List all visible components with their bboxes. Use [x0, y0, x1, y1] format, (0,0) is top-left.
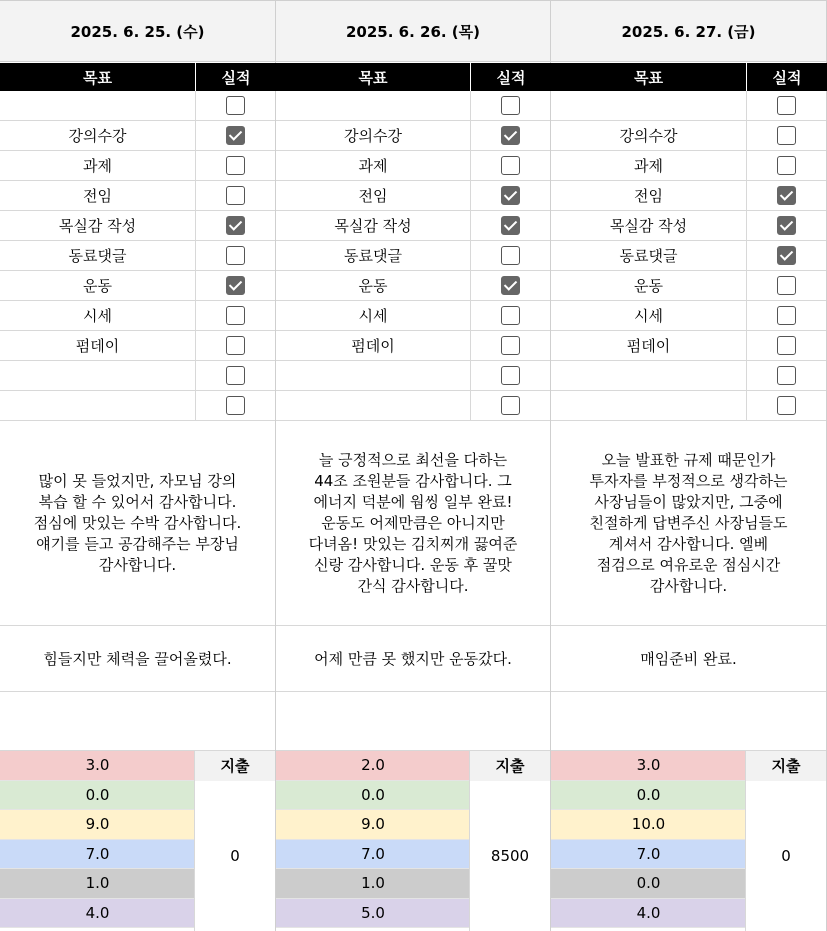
goal-label [0, 391, 195, 420]
checkbox-cell [470, 331, 550, 360]
day-column [0, 0, 276, 931]
checkbox-cell [746, 241, 826, 270]
done-checkbox[interactable] [501, 216, 520, 235]
score-cell: 9.0 [276, 810, 470, 840]
goal-row [276, 241, 550, 271]
expense-value: 0 [745, 781, 826, 931]
score-cell: 0.0 [551, 781, 746, 811]
done-checkbox[interactable] [777, 276, 796, 295]
done-checkbox[interactable] [226, 96, 245, 115]
checkbox-cell [746, 121, 826, 150]
checkbox-cell [195, 151, 275, 180]
done-checkbox[interactable] [501, 306, 520, 325]
done-checkbox[interactable] [501, 126, 520, 145]
checkbox-cell [195, 211, 275, 240]
done-checkbox[interactable] [501, 186, 520, 205]
score-cell: 4.0 [0, 899, 195, 929]
goal-row [551, 391, 826, 421]
goal-label [551, 91, 746, 120]
done-checkbox[interactable] [226, 336, 245, 355]
goal-row [551, 241, 826, 271]
goal-label: 과제 [634, 157, 663, 175]
done-checkbox[interactable] [777, 336, 796, 355]
done-checkbox[interactable] [777, 216, 796, 235]
score-cell: 0.0 [0, 781, 195, 811]
checkbox-cell [195, 121, 275, 150]
score-cell: 9.0 [0, 810, 195, 840]
goal-label: 시세 [634, 307, 663, 325]
goal-label [276, 391, 470, 420]
goal-row [0, 331, 275, 361]
done-checkbox[interactable] [501, 396, 520, 415]
checkbox-cell [195, 391, 275, 420]
score-cell: 1.0 [0, 869, 195, 899]
goal-label: 전임 [634, 187, 663, 205]
daily-reflection: 힘들지만 체력을 끌어올렸다. [0, 626, 275, 692]
goal-column-header: 목표 [551, 63, 746, 91]
goal-column-header: 목표 [276, 63, 470, 91]
goal-row [551, 211, 826, 241]
done-column-header: 실적 [746, 63, 827, 91]
empty-row [551, 692, 826, 751]
goal-label: 강의수강 [619, 127, 678, 145]
goal-row [276, 121, 550, 151]
done-checkbox[interactable] [501, 366, 520, 385]
checkbox-cell [470, 241, 550, 270]
score-cell: 3.0 [0, 751, 195, 781]
done-checkbox[interactable] [501, 156, 520, 175]
checkbox-cell [195, 241, 275, 270]
checkbox-cell [195, 181, 275, 210]
goal-label: 동료댓글 [344, 247, 402, 265]
done-checkbox[interactable] [777, 186, 796, 205]
checkbox-cell [195, 271, 275, 300]
day-date-header: 2025. 6. 27. (금) [551, 0, 826, 62]
goal-row [276, 391, 550, 421]
goal-row [0, 301, 275, 331]
goal-label: 강의수강 [344, 127, 402, 145]
goal-row [0, 121, 275, 151]
score-cell: 0.0 [276, 781, 470, 811]
goal-label [276, 91, 470, 120]
score-cell: 0.0 [551, 869, 746, 899]
day-date-header: 2025. 6. 26. (목) [276, 0, 550, 62]
checkbox-cell [470, 151, 550, 180]
goal-row [551, 121, 826, 151]
done-checkbox[interactable] [226, 276, 245, 295]
empty-row [0, 692, 275, 751]
goal-row [551, 361, 826, 391]
goal-row [551, 271, 826, 301]
done-checkbox[interactable] [226, 156, 245, 175]
checkbox-cell [470, 121, 550, 150]
goal-label: 운동 [83, 277, 112, 295]
done-checkbox[interactable] [777, 246, 796, 265]
empty-row [276, 692, 550, 751]
done-checkbox[interactable] [501, 96, 520, 115]
goal-row [276, 181, 550, 211]
goal-label: 목실감 작성 [334, 217, 412, 235]
goal-row [0, 391, 275, 421]
goal-label: 목실감 작성 [58, 217, 137, 235]
goal-row [0, 211, 275, 241]
checkbox-cell [746, 331, 826, 360]
score-cell: 10.0 [551, 810, 746, 840]
goal-label: 과제 [358, 157, 388, 175]
done-checkbox[interactable] [777, 96, 796, 115]
goal-row [551, 301, 826, 331]
done-checkbox[interactable] [501, 336, 520, 355]
goal-row [276, 301, 550, 331]
gratitude-note: 많이 못 들었지만, 자모님 강의 복습 할 수 있어서 감사합니다. 점심에 맛있는 수박 감사합니다. 얘기를 듣고 공감해주는 부장님 감사합니다. [0, 422, 275, 626]
goal-label: 과제 [83, 157, 112, 175]
goal-row [0, 181, 275, 211]
goal-row [551, 181, 826, 211]
goal-label: 목실감 작성 [609, 217, 688, 235]
expense-value: 0 [194, 781, 275, 931]
goal-row [276, 211, 550, 241]
goal-row [0, 361, 275, 391]
goal-row [551, 91, 826, 121]
score-cell: 7.0 [0, 840, 195, 870]
goal-label: 강의수강 [68, 127, 127, 145]
goal-label: 펌데이 [351, 337, 395, 355]
goal-row [0, 271, 275, 301]
checkbox-cell [470, 391, 550, 420]
checkbox-cell [470, 181, 550, 210]
goal-label: 펌데이 [75, 337, 120, 355]
gratitude-note: 늘 긍정적으로 최선을 다하는 44조 조원분들 감사합니다. 그 에너지 덕분에 웜씽 일부 완료! 운동도 어제만큼은 아니지만 다녀옴! 맛있는 김치찌개 끓여준 신랑 감사합니다. 운동 후 꿀맛 간식 감사합니다. [276, 422, 550, 626]
daily-reflection: 매임준비 완료. [551, 626, 826, 692]
checkbox-cell [470, 211, 550, 240]
done-checkbox[interactable] [777, 306, 796, 325]
goal-row [0, 151, 275, 181]
gratitude-note: 오늘 발표한 규제 때문인가 투자자를 부정적으로 생각하는 사장님들이 많았지만, 그중에 친절하게 답변주신 사장님들도 계셔서 감사합니다. 엘베 점검으로 여유로운 점심시간 감사합니다. [551, 422, 826, 626]
goal-row [551, 151, 826, 181]
score-cell: 7.0 [551, 840, 746, 870]
done-checkbox[interactable] [226, 396, 245, 415]
goal-row [276, 361, 550, 391]
done-checkbox[interactable] [777, 156, 796, 175]
done-checkbox[interactable] [226, 306, 245, 325]
score-cell: 2.0 [276, 751, 470, 781]
checkbox-cell [470, 301, 550, 330]
daily-reflection: 어제 만큼 못 했지만 운동갔다. [276, 626, 550, 692]
done-checkbox[interactable] [226, 186, 245, 205]
done-column-header: 실적 [470, 63, 551, 91]
goal-label: 동료댓글 [68, 247, 127, 265]
day-date-header: 2025. 6. 25. (수) [0, 0, 275, 62]
goal-label: 전임 [358, 187, 388, 205]
score-cell: 3.0 [551, 751, 746, 781]
goal-row [276, 91, 550, 121]
goal-column-header: 목표 [0, 63, 195, 91]
checkbox-cell [470, 361, 550, 390]
goal-label [0, 361, 195, 390]
day-column [551, 0, 827, 931]
checkbox-cell [195, 331, 275, 360]
goal-row [276, 151, 550, 181]
checkbox-cell [746, 91, 826, 120]
checkbox-cell [746, 391, 826, 420]
checkbox-cell [746, 361, 826, 390]
done-checkbox[interactable] [777, 396, 796, 415]
expense-header: 지출 [469, 751, 550, 781]
done-checkbox[interactable] [226, 246, 245, 265]
checkbox-cell [195, 361, 275, 390]
goal-label: 운동 [634, 277, 663, 295]
checkbox-cell [195, 301, 275, 330]
day-column [276, 0, 551, 931]
score-cell: 4.0 [551, 899, 746, 929]
goal-label: 시세 [358, 307, 388, 325]
goal-label: 전임 [83, 187, 112, 205]
done-checkbox[interactable] [226, 216, 245, 235]
goal-label: 펌데이 [626, 337, 671, 355]
done-column-header: 실적 [195, 63, 276, 91]
goal-label [276, 361, 470, 390]
checkbox-cell [746, 301, 826, 330]
score-cell: 5.0 [276, 899, 470, 929]
score-cell: 1.0 [276, 869, 470, 899]
goal-label: 시세 [83, 307, 112, 325]
done-checkbox[interactable] [501, 276, 520, 295]
goal-row [0, 241, 275, 271]
goal-label [551, 361, 746, 390]
done-checkbox[interactable] [777, 366, 796, 385]
goal-row [551, 331, 826, 361]
goal-label: 동료댓글 [619, 247, 678, 265]
goal-row [0, 91, 275, 121]
goal-row [276, 271, 550, 301]
expense-header: 지출 [194, 751, 275, 781]
checkbox-cell [195, 91, 275, 120]
expense-value: 8500 [469, 781, 550, 931]
expense-header: 지출 [745, 751, 826, 781]
checkbox-cell [746, 271, 826, 300]
goal-label: 운동 [358, 277, 388, 295]
done-checkbox[interactable] [226, 366, 245, 385]
checkbox-cell [746, 211, 826, 240]
checkbox-cell [746, 151, 826, 180]
checkbox-cell [470, 271, 550, 300]
goal-row [276, 331, 550, 361]
checkbox-cell [746, 181, 826, 210]
score-cell: 7.0 [276, 840, 470, 870]
checkbox-cell [470, 91, 550, 120]
done-checkbox[interactable] [226, 126, 245, 145]
goal-label [551, 391, 746, 420]
done-checkbox[interactable] [501, 246, 520, 265]
done-checkbox[interactable] [777, 126, 796, 145]
goal-label [0, 91, 195, 120]
